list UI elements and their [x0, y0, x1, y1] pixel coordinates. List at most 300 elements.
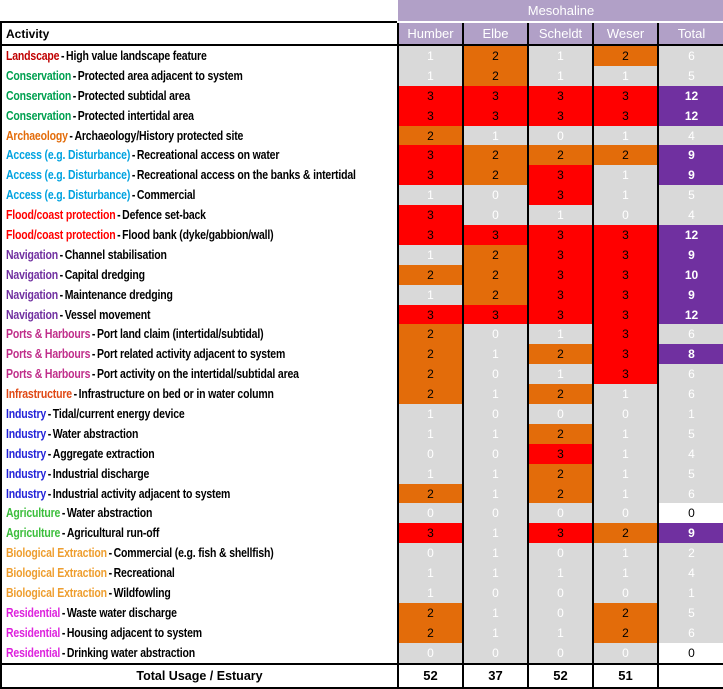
score-cell: 1: [398, 404, 463, 424]
category-label: Conservation: [6, 68, 72, 83]
activity-description: Agricultural run-off: [66, 526, 160, 541]
row-total-cell: 0: [658, 643, 723, 664]
score-cell: 0: [463, 205, 528, 225]
table-row: [1, 126, 723, 146]
table-row: [1, 424, 723, 444]
row-total-cell: 4: [658, 444, 723, 464]
activity-text: [6, 427, 138, 441]
activity-text: [6, 69, 243, 83]
category-label: Flood/coast protection: [6, 208, 116, 223]
score-cell: 3: [463, 106, 528, 126]
activity-text: [6, 228, 273, 242]
table-row: [1, 66, 723, 86]
activity-text: [6, 188, 195, 202]
row-total-cell: 2: [658, 543, 723, 563]
separator: -: [47, 406, 52, 421]
score-cell: 3: [398, 305, 463, 325]
activity-description: Tidal/current energy device: [52, 406, 185, 421]
activity-cell: [1, 623, 398, 643]
score-cell: 3: [398, 225, 463, 245]
category-label: Agriculture: [6, 526, 61, 541]
score-cell: 2: [463, 285, 528, 305]
activity-description: Infrastructure on bed or in water column: [78, 387, 274, 402]
score-cell: 0: [593, 583, 658, 603]
activity-description: Vessel movement: [64, 307, 151, 322]
separator: -: [73, 387, 77, 402]
separator: -: [108, 585, 112, 600]
activity-cell: [1, 45, 398, 66]
activity-cell: [1, 225, 398, 245]
activity-text: [6, 626, 202, 640]
score-cell: 1: [593, 543, 658, 563]
score-cell: 1: [463, 484, 528, 504]
activity-text: [6, 248, 167, 262]
activity-description: Industrial activity adjacent to system: [52, 486, 231, 501]
column-header-scheldt: Scheldt: [528, 22, 593, 45]
score-cell: 2: [398, 324, 463, 344]
footer-total-weser: 51: [593, 664, 658, 688]
score-cell: 0: [593, 503, 658, 523]
score-cell: 2: [398, 603, 463, 623]
table-row: [1, 305, 723, 325]
category-label: Archaeology: [6, 128, 68, 143]
score-cell: 3: [398, 165, 463, 185]
activity-cell: [1, 145, 398, 165]
table-row: [1, 583, 723, 603]
score-cell: 2: [398, 384, 463, 404]
category-label: Residential: [6, 605, 61, 620]
activity-text: [6, 148, 279, 162]
activity-description: Recreational: [113, 566, 175, 581]
score-cell: 1: [398, 285, 463, 305]
activity-description: Water abstraction: [66, 506, 153, 521]
score-cell: 2: [593, 623, 658, 643]
score-cell: 1: [593, 384, 658, 404]
category-label: Ports & Harbours: [6, 327, 91, 342]
score-cell: 0: [463, 503, 528, 523]
score-cell: 0: [528, 583, 593, 603]
activity-text: [6, 506, 152, 520]
activity-text: [6, 467, 149, 481]
score-cell: 2: [528, 464, 593, 484]
group-header-row: [1, 0, 723, 22]
activity-text: [6, 208, 206, 222]
score-cell: 3: [528, 245, 593, 265]
score-cell: 0: [593, 643, 658, 664]
category-label: Industry: [6, 466, 47, 481]
activity-cell: [1, 384, 398, 404]
score-cell: 2: [463, 145, 528, 165]
separator: -: [91, 327, 96, 342]
table-row: [1, 165, 723, 185]
table-row: [1, 265, 723, 285]
activity-text: [6, 49, 207, 63]
activity-text: [6, 347, 285, 361]
activity-cell: [1, 126, 398, 146]
table-row: [1, 106, 723, 126]
table-row: [1, 285, 723, 305]
activity-description: Defence set-back: [122, 208, 206, 223]
score-cell: 3: [398, 205, 463, 225]
table-row: [1, 543, 723, 563]
score-cell: 1: [463, 384, 528, 404]
activity-description: Archaeology/History protected site: [74, 128, 244, 143]
activity-cell: [1, 165, 398, 185]
score-cell: 1: [463, 563, 528, 583]
score-cell: 0: [593, 205, 658, 225]
separator: -: [131, 148, 136, 163]
score-cell: 1: [463, 603, 528, 623]
row-total-cell: 5: [658, 464, 723, 484]
separator: -: [61, 506, 66, 521]
score-cell: 2: [593, 523, 658, 543]
row-total-cell: 12: [658, 305, 723, 325]
score-cell: 3: [398, 145, 463, 165]
score-cell: 2: [463, 45, 528, 66]
row-total-cell: 12: [658, 86, 723, 106]
row-total-cell: 6: [658, 484, 723, 504]
score-cell: 1: [593, 424, 658, 444]
score-cell: 1: [398, 245, 463, 265]
separator: -: [131, 188, 136, 203]
activity-cell: [1, 205, 398, 225]
activity-description: Industrial discharge: [52, 466, 150, 481]
score-cell: 3: [463, 86, 528, 106]
activity-cell: [1, 444, 398, 464]
table-row: [1, 364, 723, 384]
score-cell: 1: [463, 464, 528, 484]
column-header-total: Total: [658, 22, 723, 45]
score-cell: 0: [593, 404, 658, 424]
footer-total-blank: [658, 664, 723, 688]
footer-label: Total Usage / Estuary: [1, 664, 398, 688]
activity-text: [6, 308, 150, 322]
score-cell: 1: [593, 484, 658, 504]
footer-total-humber: 52: [398, 664, 463, 688]
category-label: Industry: [6, 406, 47, 421]
row-total-cell: 6: [658, 623, 723, 643]
score-cell: 2: [398, 265, 463, 285]
row-total-cell: 9: [658, 245, 723, 265]
separator: -: [59, 307, 64, 322]
row-total-cell: 12: [658, 225, 723, 245]
group-header-mesohaline: Mesohaline: [398, 0, 723, 22]
activity-description: Protected subtidal area: [77, 88, 191, 103]
table-row: [1, 643, 723, 664]
activity-cell: [1, 643, 398, 664]
separator: -: [117, 227, 121, 242]
row-total-cell: 9: [658, 165, 723, 185]
activity-cell: [1, 106, 398, 126]
row-total-cell: 0: [658, 503, 723, 523]
row-total-cell: 9: [658, 523, 723, 543]
table-row: [1, 245, 723, 265]
score-cell: 3: [593, 86, 658, 106]
score-cell: 1: [528, 66, 593, 86]
activity-text: [6, 487, 230, 501]
activity-text: [6, 268, 145, 282]
separator: -: [61, 526, 66, 541]
category-label: Access (e.g. Disturbance): [6, 168, 131, 183]
row-total-cell: 5: [658, 603, 723, 623]
score-cell: 2: [593, 603, 658, 623]
row-total-cell: 4: [658, 205, 723, 225]
score-cell: 3: [528, 86, 593, 106]
score-cell: 1: [463, 344, 528, 364]
table-row: [1, 484, 723, 504]
column-header-elbe: Elbe: [463, 22, 528, 45]
score-cell: 2: [463, 165, 528, 185]
score-cell: 0: [528, 643, 593, 664]
separator: -: [91, 347, 96, 362]
score-cell: 1: [528, 205, 593, 225]
score-cell: 1: [463, 523, 528, 543]
row-total-cell: 9: [658, 285, 723, 305]
score-cell: 3: [528, 444, 593, 464]
activity-text: [6, 327, 263, 341]
activity-text: [6, 606, 177, 620]
category-label: Access (e.g. Disturbance): [6, 188, 131, 203]
activity-description: Recreational access on water: [136, 148, 280, 163]
separator: -: [59, 287, 64, 302]
score-cell: 3: [593, 285, 658, 305]
activity-cell: [1, 66, 398, 86]
score-cell: 1: [463, 424, 528, 444]
score-cell: 1: [528, 563, 593, 583]
separator: -: [61, 48, 65, 63]
activity-text: [6, 646, 195, 660]
score-cell: 0: [398, 643, 463, 664]
score-cell: 3: [528, 265, 593, 285]
table-row: [1, 344, 723, 364]
row-total-cell: 6: [658, 384, 723, 404]
score-cell: 1: [398, 66, 463, 86]
activity-text: [6, 526, 159, 540]
activity-cell: [1, 404, 398, 424]
activity-cell: [1, 484, 398, 504]
score-cell: 3: [528, 165, 593, 185]
separator: -: [72, 108, 77, 123]
row-total-cell: 4: [658, 126, 723, 146]
table-row: [1, 503, 723, 523]
activity-description: Protected area adjacent to system: [77, 68, 243, 83]
score-cell: 1: [593, 444, 658, 464]
activity-cell: [1, 364, 398, 384]
score-cell: 0: [463, 404, 528, 424]
category-label: Residential: [6, 645, 61, 660]
category-label: Access (e.g. Disturbance): [6, 148, 131, 163]
activity-description: Port activity on the intertidal/subtidal area: [96, 367, 299, 382]
activity-cell: [1, 344, 398, 364]
score-cell: 1: [398, 185, 463, 205]
score-cell: 0: [528, 543, 593, 563]
activity-description: Aggregate extraction: [52, 446, 155, 461]
row-total-cell: 5: [658, 66, 723, 86]
score-cell: 1: [398, 464, 463, 484]
separator: -: [69, 128, 73, 143]
activity-description: Drinking water abstraction: [66, 645, 195, 660]
activity-description: Waste water discharge: [66, 605, 177, 620]
activity-description: Protected intertidal area: [77, 108, 194, 123]
score-cell: 0: [398, 543, 463, 563]
top-left-spacer: [1, 0, 398, 22]
category-label: Navigation: [6, 247, 59, 262]
score-cell: 0: [463, 444, 528, 464]
score-cell: 3: [528, 305, 593, 325]
separator: -: [131, 168, 136, 183]
score-cell: 3: [593, 106, 658, 126]
score-cell: 3: [398, 523, 463, 543]
separator: -: [61, 645, 66, 660]
activity-cell: [1, 245, 398, 265]
score-cell: 3: [463, 225, 528, 245]
table-row: [1, 145, 723, 165]
score-cell: 3: [528, 225, 593, 245]
table-row: [1, 86, 723, 106]
score-cell: 0: [463, 324, 528, 344]
table-row: [1, 623, 723, 643]
activity-description: Commercial (e.g. fish & shellfish): [113, 546, 274, 561]
score-cell: 3: [528, 523, 593, 543]
category-label: Infrastructure: [6, 387, 72, 402]
activity-cell: [1, 543, 398, 563]
table-row: [1, 384, 723, 404]
score-cell: 0: [528, 126, 593, 146]
separator: -: [59, 267, 64, 282]
activity-text: [6, 407, 185, 421]
activity-cell: [1, 424, 398, 444]
table-row: [1, 603, 723, 623]
activity-description: Port related activity adjacent to system: [96, 347, 286, 362]
score-cell: 0: [528, 503, 593, 523]
score-cell: 2: [398, 623, 463, 643]
score-cell: 3: [528, 106, 593, 126]
separator: -: [72, 68, 77, 83]
matrix-body: [1, 45, 723, 664]
score-cell: 2: [593, 45, 658, 66]
score-cell: 2: [528, 145, 593, 165]
activity-cell: [1, 285, 398, 305]
score-cell: 0: [528, 603, 593, 623]
category-label: Biological Extraction: [6, 566, 107, 581]
activity-description: Recreational access on the banks & intertidal: [136, 168, 356, 183]
category-label: Landscape: [6, 48, 60, 63]
activity-cell: [1, 603, 398, 623]
separator: -: [91, 367, 96, 382]
score-cell: 0: [463, 583, 528, 603]
score-cell: 0: [463, 364, 528, 384]
score-cell: 3: [528, 185, 593, 205]
separator: -: [47, 486, 52, 501]
category-label: Industry: [6, 446, 47, 461]
activity-description: Maintenance dredging: [64, 287, 173, 302]
category-label: Navigation: [6, 307, 59, 322]
row-total-cell: 9: [658, 145, 723, 165]
activity-cell: [1, 583, 398, 603]
separator: -: [61, 605, 66, 620]
score-cell: 1: [463, 543, 528, 563]
activity-cell: [1, 523, 398, 543]
activity-cell: [1, 86, 398, 106]
score-cell: 1: [593, 126, 658, 146]
category-label: Ports & Harbours: [6, 347, 91, 362]
score-cell: 2: [593, 145, 658, 165]
score-cell: 1: [593, 185, 658, 205]
table-row: [1, 225, 723, 245]
column-header-row: [1, 22, 723, 45]
activity-description: High value landscape feature: [66, 48, 207, 63]
activity-cell: [1, 265, 398, 285]
row-total-cell: 1: [658, 583, 723, 603]
category-label: Biological Extraction: [6, 585, 107, 600]
separator: -: [108, 566, 112, 581]
score-cell: 3: [398, 86, 463, 106]
score-cell: 2: [528, 344, 593, 364]
activity-description: Port land claim (intertidal/subtidal): [96, 327, 264, 342]
category-label: Conservation: [6, 108, 72, 123]
score-cell: 3: [593, 245, 658, 265]
separator: -: [117, 208, 121, 223]
table-row: [1, 444, 723, 464]
score-cell: 1: [398, 424, 463, 444]
activity-description: Wildfowling: [113, 585, 171, 600]
category-label: Navigation: [6, 287, 59, 302]
score-cell: 1: [398, 583, 463, 603]
row-total-cell: 6: [658, 45, 723, 66]
score-cell: 0: [398, 503, 463, 523]
row-total-cell: 10: [658, 265, 723, 285]
score-cell: 2: [398, 344, 463, 364]
activity-text: [6, 546, 274, 560]
table-row: [1, 563, 723, 583]
separator: -: [47, 446, 52, 461]
score-cell: 2: [463, 265, 528, 285]
score-cell: 2: [463, 245, 528, 265]
score-cell: 1: [463, 126, 528, 146]
score-cell: 3: [593, 324, 658, 344]
table-row: [1, 324, 723, 344]
category-label: Residential: [6, 625, 61, 640]
score-cell: 0: [463, 185, 528, 205]
score-cell: 3: [528, 285, 593, 305]
score-cell: 1: [463, 623, 528, 643]
table-row: [1, 464, 723, 484]
separator: -: [61, 625, 66, 640]
category-label: Conservation: [6, 88, 72, 103]
row-total-cell: 1: [658, 404, 723, 424]
score-cell: 0: [463, 643, 528, 664]
score-cell: 1: [528, 364, 593, 384]
score-cell: 2: [398, 126, 463, 146]
score-cell: 2: [528, 424, 593, 444]
score-cell: 1: [528, 623, 593, 643]
activity-text: [6, 586, 171, 600]
table-row: [1, 185, 723, 205]
activity-text: [6, 566, 175, 580]
activity-cell: [1, 185, 398, 205]
separator: -: [47, 466, 52, 481]
separator: -: [47, 426, 52, 441]
activity-text: [6, 367, 299, 381]
row-total-cell: 6: [658, 324, 723, 344]
score-cell: 3: [593, 344, 658, 364]
score-cell: 3: [463, 305, 528, 325]
column-header-weser: Weser: [593, 22, 658, 45]
category-label: Flood/coast protection: [6, 227, 116, 242]
category-label: Ports & Harbours: [6, 367, 91, 382]
row-total-cell: 12: [658, 106, 723, 126]
row-total-cell: 8: [658, 344, 723, 364]
